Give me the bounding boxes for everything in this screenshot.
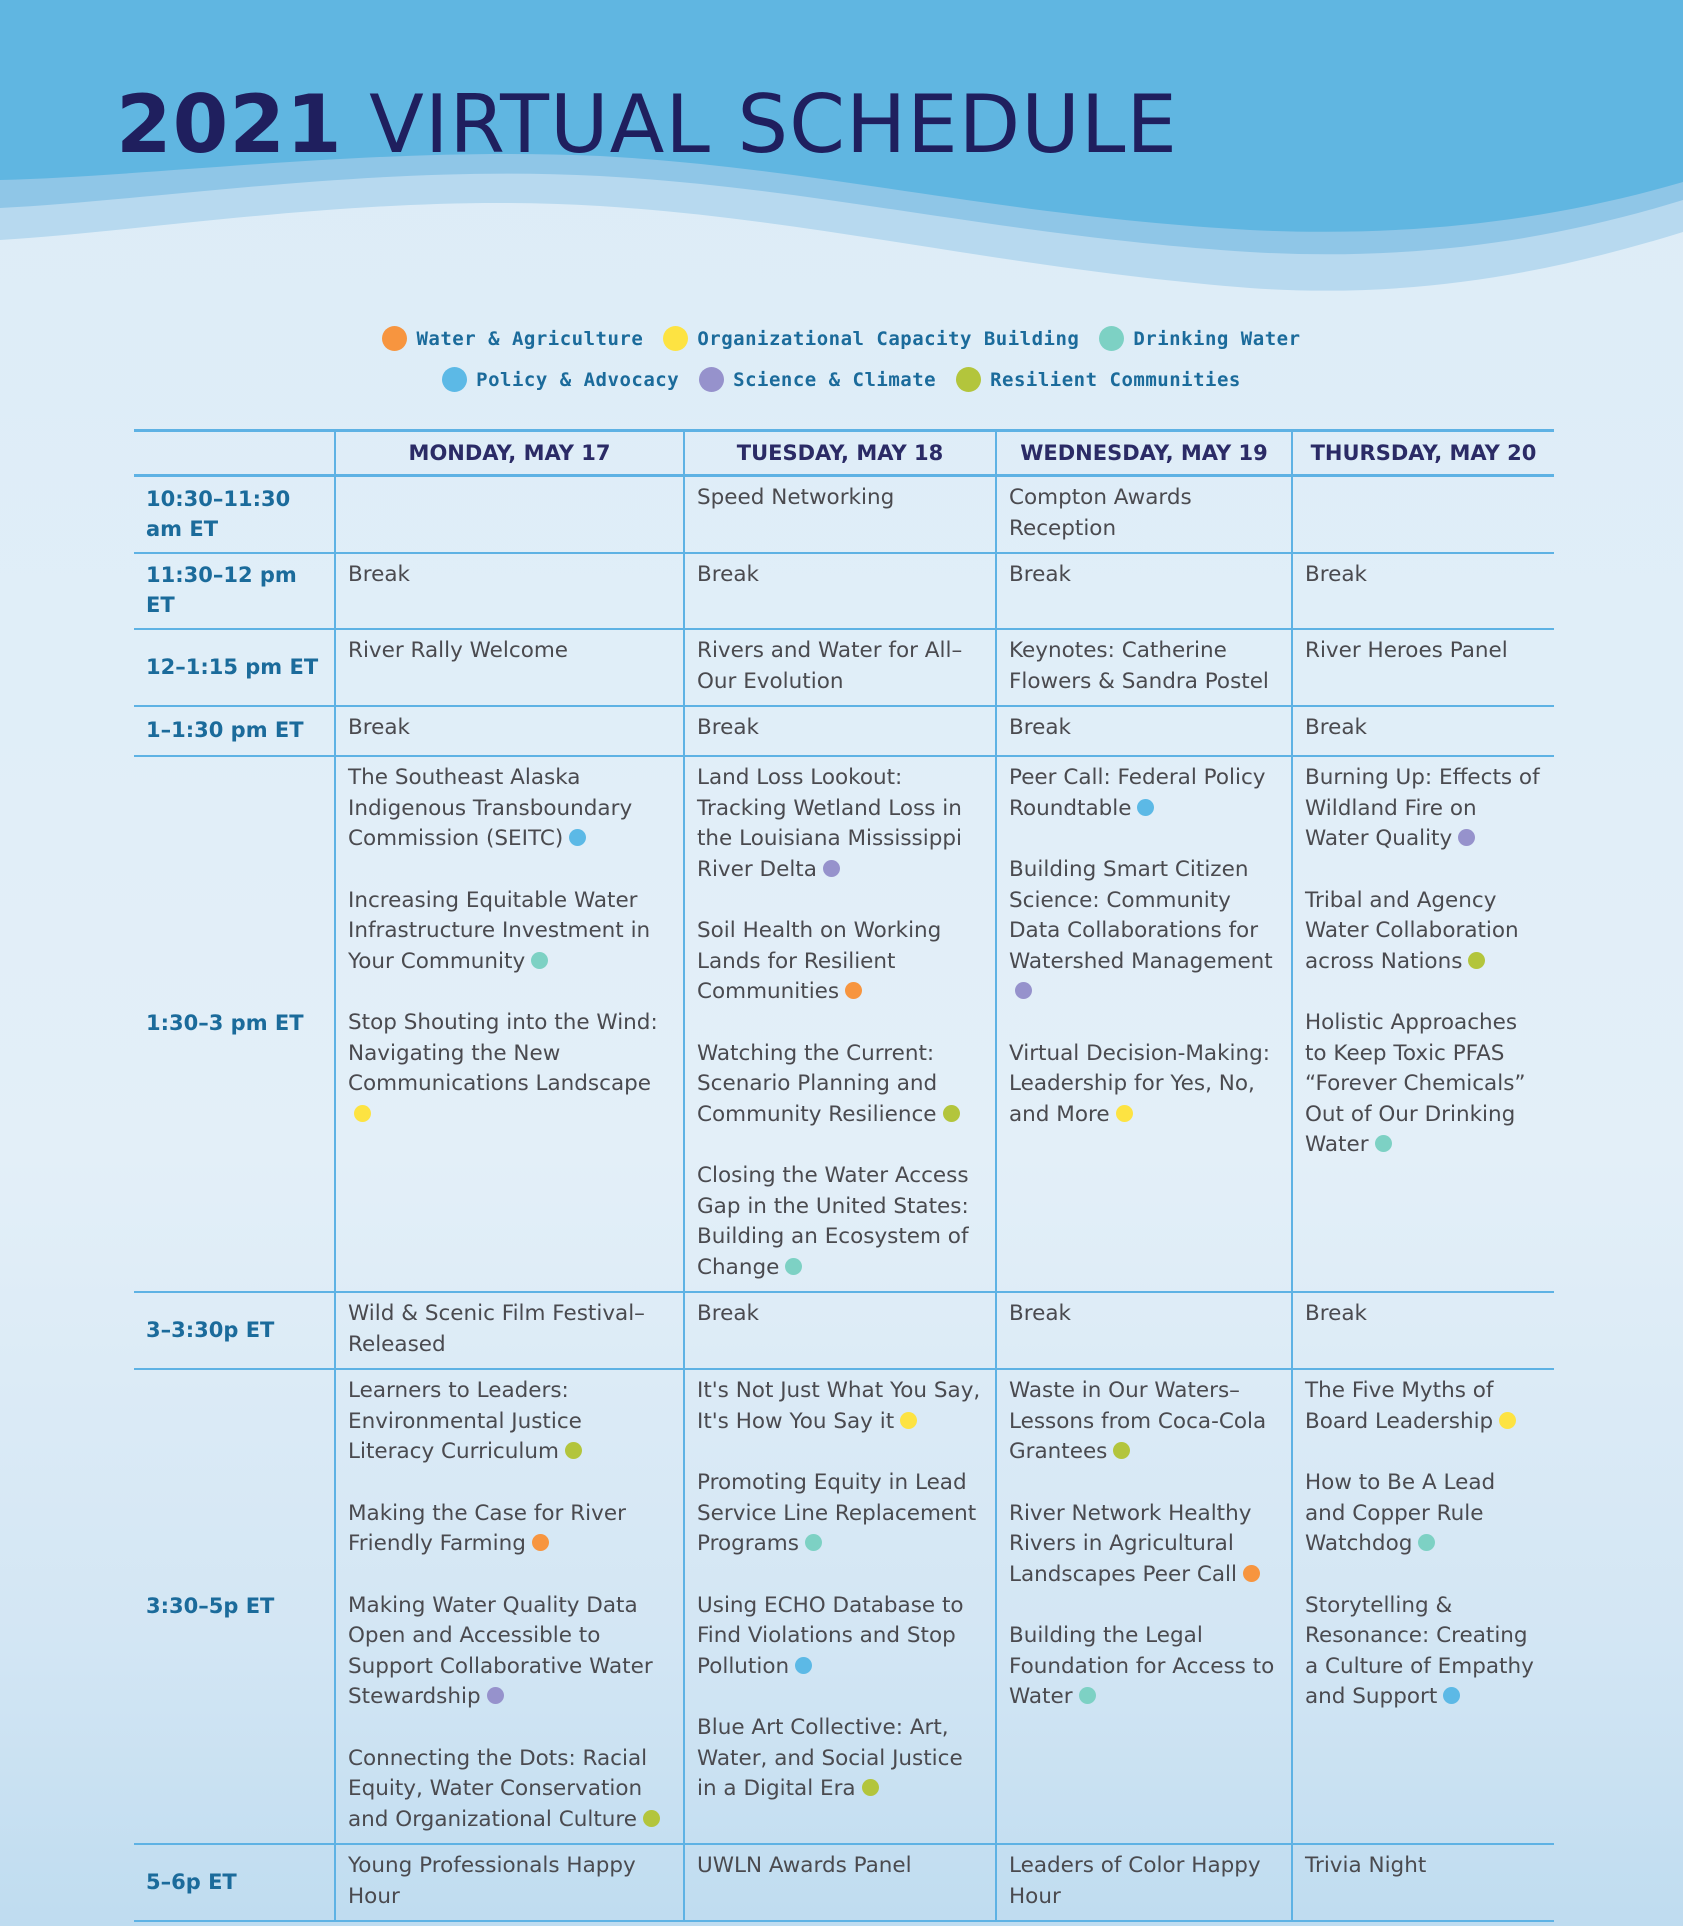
session-title: Peer Call: Federal Policy Roundtable — [1009, 765, 1266, 821]
session-item — [1009, 636, 1279, 697]
topic-dot-icon — [1418, 1534, 1435, 1551]
topic-dot-icon — [785, 1258, 802, 1275]
legend-item — [1099, 326, 1300, 351]
session-item — [348, 636, 671, 667]
time-cell — [134, 706, 335, 756]
session-title: How to Be A Lead and Copper Rule Watchdog — [1305, 1470, 1496, 1556]
day-header-row — [134, 431, 1554, 476]
legend-item — [956, 367, 1241, 392]
topic-dot-icon — [1458, 829, 1475, 846]
break-item — [1009, 713, 1279, 744]
session-cell — [335, 1844, 684, 1921]
legend-label: Science & Climate — [733, 368, 937, 391]
session-title: Break — [697, 715, 759, 740]
session-item — [1305, 1376, 1542, 1437]
session-title: Break — [1305, 715, 1367, 740]
session-cell — [996, 706, 1292, 756]
session-cell — [684, 553, 996, 629]
session-item — [1009, 1039, 1279, 1131]
topic-dot-icon — [862, 1779, 879, 1796]
session-title: Break — [697, 1301, 759, 1326]
session-title: Holistic Approaches to Keep Toxic PFAS “Forever Chemicals” Out of Our Drinking Water — [1305, 1010, 1526, 1157]
session-item — [697, 1713, 983, 1805]
topic-legend — [0, 318, 1683, 400]
break-item — [1305, 1299, 1542, 1330]
session-item — [697, 1161, 983, 1283]
session-title: Increasing Equitable Water Infrastructure Investment in Your Community — [348, 887, 651, 974]
session-item — [1009, 1376, 1279, 1468]
session-item — [1305, 1851, 1542, 1882]
session-title: UWLN Awards Panel — [697, 1853, 912, 1878]
topic-dot-icon — [531, 952, 548, 969]
session-item — [348, 763, 671, 855]
break-item — [1305, 560, 1542, 591]
topic-dot-icon — [565, 1442, 582, 1459]
time-cell — [134, 1292, 335, 1369]
topic-dot-icon — [823, 860, 840, 877]
time-slot-row — [134, 706, 1554, 756]
session-item — [348, 1299, 671, 1360]
session-cell — [335, 1369, 684, 1844]
session-title: Break — [1305, 562, 1367, 587]
session-title: Virtual Decision-Making: Leadership for Yes, No, and More — [1009, 1040, 1271, 1127]
topic-dot-icon — [1243, 1565, 1260, 1582]
session-item — [1305, 1591, 1542, 1713]
session-item — [1009, 1851, 1279, 1912]
session-title: River Network Healthy Rivers in Agricultural Landscapes Peer Call — [1009, 1500, 1252, 1587]
break-item — [1009, 1299, 1279, 1330]
session-item — [1009, 855, 1279, 1008]
session-title: The Five Myths of Board Leadership — [1305, 1378, 1494, 1434]
session-item — [1305, 886, 1542, 978]
session-item — [1009, 1621, 1279, 1713]
topic-dot-icon — [1375, 1135, 1392, 1152]
session-title: Break — [1009, 1301, 1071, 1326]
session-item — [348, 886, 671, 978]
time-slot-row — [134, 553, 1554, 629]
legend-color-dot — [663, 326, 688, 351]
break-item — [348, 713, 671, 744]
session-item — [1305, 1008, 1542, 1161]
session-cell — [1292, 1292, 1554, 1369]
session-item — [1009, 483, 1279, 544]
session-title: Building Smart Citizen Science: Community Data Collaborations for Watershed Management — [1009, 857, 1273, 974]
session-title: Wild & Scenic Film Festival–Released — [348, 1301, 645, 1357]
session-item — [697, 763, 983, 885]
topic-dot-icon — [1113, 1442, 1130, 1459]
session-title: It's Not Just What You Say, It's How You Say it — [697, 1378, 981, 1434]
time-label: 3:30–5p ET — [146, 1593, 275, 1618]
session-title: Break — [1305, 1301, 1367, 1326]
session-item — [697, 483, 983, 514]
session-cell — [1292, 629, 1554, 706]
session-title: Watching the Current: Scenario Planning and Community Resilience — [697, 1040, 938, 1127]
time-column-header — [134, 431, 335, 476]
break-item — [697, 1299, 983, 1330]
session-cell — [996, 629, 1292, 706]
day-header: THURSDAY, MAY 20 — [1292, 431, 1554, 476]
session-item — [1305, 1468, 1542, 1560]
session-cell — [335, 706, 684, 756]
session-title: River Rally Welcome — [348, 638, 569, 663]
time-slot-row — [134, 629, 1554, 706]
time-slot-row — [134, 756, 1554, 1292]
session-item — [697, 1468, 983, 1560]
time-cell — [134, 476, 335, 554]
session-item — [348, 1851, 671, 1912]
topic-dot-icon — [1079, 1687, 1096, 1704]
session-item — [348, 1008, 671, 1130]
topic-dot-icon — [805, 1534, 822, 1551]
session-cell — [335, 553, 684, 629]
session-item — [697, 1851, 983, 1882]
legend-row — [0, 318, 1683, 359]
session-title: Speed Networking — [697, 485, 895, 510]
legend-item — [382, 326, 643, 351]
session-title: Storytelling & Resonance: Creating a Culture of Empathy and Support — [1305, 1592, 1534, 1709]
session-cell — [335, 1292, 684, 1369]
session-item — [1305, 636, 1542, 667]
topic-dot-icon — [643, 1810, 660, 1827]
session-title: Compton Awards Reception — [1009, 485, 1192, 541]
time-slot-row — [134, 1292, 1554, 1369]
day-header: MONDAY, MAY 17 — [335, 431, 684, 476]
topic-dot-icon — [1443, 1687, 1460, 1704]
time-cell — [134, 1369, 335, 1844]
legend-color-dot — [382, 326, 407, 351]
session-title: Making Water Quality Data Open and Accessible to Support Collaborative Water Stewardship — [348, 1592, 653, 1709]
session-title: Break — [348, 562, 410, 587]
time-slot-row — [134, 1844, 1554, 1921]
session-title: River Heroes Panel — [1305, 638, 1508, 663]
session-title: Using ECHO Database to Find Violations and Stop Pollution — [697, 1592, 964, 1679]
topic-dot-icon — [569, 829, 586, 846]
session-cell — [684, 1292, 996, 1369]
session-cell — [996, 553, 1292, 629]
legend-color-dot — [1099, 326, 1124, 351]
time-label: 5–6p ET — [146, 1869, 237, 1894]
session-cell — [684, 476, 996, 554]
session-cell — [996, 756, 1292, 1292]
topic-dot-icon — [1468, 952, 1485, 969]
session-item — [1305, 763, 1542, 855]
session-cell — [684, 629, 996, 706]
session-title: Soil Health on Working Lands for Resilient Communities — [697, 918, 942, 1004]
session-title: Rivers and Water for All–Our Evolution — [697, 638, 963, 694]
session-title: Building the Legal Foundation for Access to Water — [1009, 1623, 1275, 1709]
topic-dot-icon — [943, 1105, 960, 1122]
session-cell — [996, 1292, 1292, 1369]
session-title: Waste in Our Waters–Lessons from Coca-Cola Grantees — [1009, 1378, 1267, 1464]
legend-item — [442, 367, 679, 392]
session-cell — [1292, 1369, 1554, 1844]
time-label: 1:30–3 pm ET — [146, 1011, 304, 1035]
session-title: Connecting the Dots: Racial Equity, Water Conservation and Organizational Culture — [348, 1745, 648, 1832]
session-title: Making the Case for River Friendly Farming — [348, 1500, 626, 1556]
session-item — [348, 1499, 671, 1560]
session-title: Stop Shouting into the Wind: Navigating the New Communications Landscape — [348, 1010, 658, 1096]
title-text: VIRTUAL SCHEDULE — [369, 78, 1178, 171]
time-label: 10:30–11:30 am ET — [146, 486, 291, 541]
session-cell — [684, 756, 996, 1292]
session-cell — [684, 706, 996, 756]
time-label: 11:30–12 pm ET — [146, 563, 297, 617]
topic-dot-icon — [1137, 799, 1154, 816]
topic-dot-icon — [1499, 1412, 1516, 1429]
session-cell — [684, 1844, 996, 1921]
schedule-body — [134, 476, 1554, 1922]
break-item — [1009, 560, 1279, 591]
day-header: WEDNESDAY, MAY 19 — [996, 431, 1292, 476]
session-cell — [1292, 476, 1554, 554]
title-year: 2021 — [116, 78, 343, 171]
day-header: TUESDAY, MAY 18 — [684, 431, 996, 476]
legend-label: Drinking Water — [1133, 327, 1301, 350]
legend-color-dot — [442, 367, 467, 392]
session-title: Blue Art Collective: Art, Water, and Social Justice in a Digital Era — [697, 1715, 963, 1801]
time-label: 12–1:15 pm ET — [146, 654, 319, 679]
legend-label: Policy & Advocacy — [476, 368, 680, 391]
session-title: Land Loss Lookout: Tracking Wetland Loss in the Louisiana Mississippi River Delta — [697, 765, 963, 882]
time-slot-row — [134, 476, 1554, 554]
time-slot-row — [134, 1369, 1554, 1844]
session-title: The Southeast Alaska Indigenous Transboundary Commission (SEITC) — [348, 765, 633, 851]
session-cell — [996, 1844, 1292, 1921]
session-item — [1009, 763, 1279, 824]
session-cell — [1292, 1844, 1554, 1921]
topic-dot-icon — [532, 1534, 549, 1551]
session-cell — [684, 1369, 996, 1844]
session-cell — [996, 476, 1292, 554]
legend-item — [699, 367, 936, 392]
break-item — [697, 560, 983, 591]
time-cell — [134, 553, 335, 629]
session-item — [348, 1591, 671, 1713]
session-cell — [1292, 706, 1554, 756]
session-item — [348, 1376, 671, 1468]
session-title: Young Professionals Happy Hour — [348, 1853, 636, 1909]
topic-dot-icon — [795, 1657, 812, 1674]
legend-label: Organizational Capacity Building — [697, 327, 1080, 350]
time-cell — [134, 1844, 335, 1921]
session-title: Break — [1009, 715, 1071, 740]
session-title: Learners to Leaders: Environmental Justice Literacy Curriculum — [348, 1378, 582, 1464]
session-title: Break — [348, 715, 410, 740]
break-item — [348, 560, 671, 591]
session-title: Promoting Equity in Lead Service Line Replacement Programs — [697, 1470, 977, 1556]
topic-dot-icon — [900, 1412, 917, 1429]
session-title: Tribal and Agency Water Collaboration across Nations — [1305, 887, 1519, 974]
time-cell — [134, 629, 335, 706]
page-title — [116, 78, 1178, 171]
session-item — [697, 1591, 983, 1683]
session-item — [1009, 1499, 1279, 1591]
session-cell — [335, 756, 684, 1292]
session-title: Burning Up: Effects of Wildland Fire on Water Quality — [1305, 765, 1540, 851]
session-title: Break — [1009, 562, 1071, 587]
session-item — [697, 1376, 983, 1437]
session-title: Trivia Night — [1305, 1853, 1427, 1878]
topic-dot-icon — [845, 982, 862, 999]
session-title: Closing the Water Access Gap in the United States: Building an Ecosystem of Change — [697, 1163, 969, 1280]
schedule-table — [134, 429, 1554, 1922]
legend-row — [0, 359, 1683, 400]
session-item — [697, 1039, 983, 1131]
time-label: 1–1:30 pm ET — [146, 718, 304, 742]
session-cell — [335, 629, 684, 706]
legend-color-dot — [699, 367, 724, 392]
topic-dot-icon — [354, 1105, 371, 1122]
break-item — [1305, 713, 1542, 744]
legend-label: Water & Agriculture — [416, 327, 644, 350]
session-cell — [1292, 553, 1554, 629]
topic-dot-icon — [1116, 1105, 1133, 1122]
session-cell — [335, 476, 684, 554]
session-title: Leaders of Color Happy Hour — [1009, 1853, 1261, 1909]
topic-dot-icon — [487, 1687, 504, 1704]
break-item — [697, 713, 983, 744]
session-title: Keynotes: Catherine Flowers & Sandra Postel — [1009, 638, 1269, 694]
time-label: 3–3:30p ET — [146, 1317, 275, 1342]
topic-dot-icon — [1015, 982, 1032, 999]
legend-color-dot — [956, 367, 981, 392]
legend-label: Resilient Communities — [990, 368, 1241, 391]
time-cell — [134, 756, 335, 1292]
session-item — [697, 916, 983, 1008]
session-title: Break — [697, 562, 759, 587]
legend-item — [663, 326, 1079, 351]
session-cell — [996, 1369, 1292, 1844]
session-cell — [1292, 756, 1554, 1292]
session-item — [348, 1744, 671, 1836]
session-item — [697, 636, 983, 697]
